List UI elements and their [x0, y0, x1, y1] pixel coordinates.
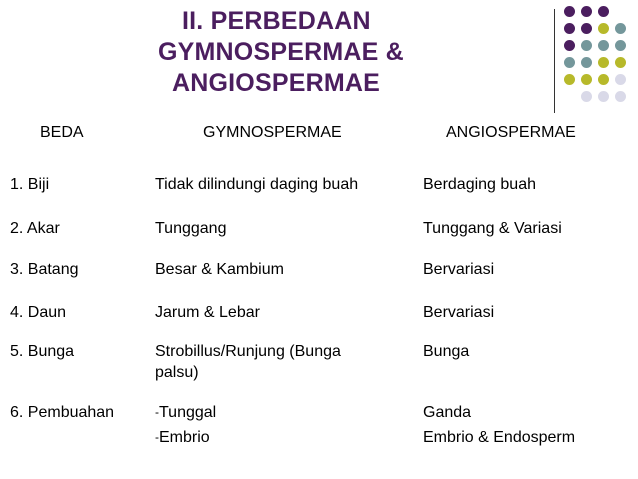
title-line-3: ANGIOSPERMAE — [172, 69, 380, 97]
row-6-angio-line-2: Embrio & Endosperm — [423, 429, 576, 446]
decorative-dot — [564, 74, 575, 85]
decorative-dot — [581, 23, 592, 34]
header-angiospermae: ANGIOSPERMAE — [446, 124, 576, 141]
row-6-gymno-line-2-text: Embrio — [159, 429, 210, 446]
decorative-dot — [615, 74, 626, 85]
row-4-angio: Bervariasi — [423, 304, 495, 321]
bullet-dash: - — [155, 430, 159, 444]
row-2-beda: 2. Akar — [10, 220, 60, 237]
slide-title — [158, 6, 488, 99]
decorative-dot — [564, 57, 575, 68]
decorative-dot — [598, 6, 609, 17]
header-beda: BEDA — [40, 124, 84, 141]
decorative-dot — [581, 74, 592, 85]
row-6-gymno-line-2 — [155, 427, 210, 449]
title-line-1: II. PERBEDAAN — [182, 7, 371, 35]
header-gymnospermae: GYMNOSPERMAE — [203, 124, 342, 141]
decorative-dot — [598, 23, 609, 34]
row-2-gymno: Tunggang — [155, 220, 227, 237]
decorative-dot-grid — [564, 6, 638, 106]
decorative-dot — [598, 91, 609, 102]
row-1-angio: Berdaging buah — [423, 176, 536, 193]
row-3-beda: 3. Batang — [10, 261, 79, 278]
row-6-beda: 6. Pembuahan — [10, 404, 115, 421]
row-6-gymno-line-1 — [155, 402, 216, 424]
row-5-angio: Bunga — [423, 343, 470, 360]
decorative-dot — [581, 6, 592, 17]
row-4-gymno: Jarum & Lebar — [155, 304, 260, 321]
row-2-angio: Tunggang & Variasi — [423, 220, 562, 237]
decorative-dot — [564, 23, 575, 34]
decorative-dot — [598, 40, 609, 51]
decorative-dot — [615, 91, 626, 102]
row-3-angio: Bervariasi — [423, 261, 495, 278]
row-6-angio-line-1: Ganda — [423, 404, 472, 421]
bullet-dash: - — [155, 405, 159, 419]
decorative-dot — [564, 6, 575, 17]
row-6-gymno-line-1-text: Tunggal — [159, 404, 217, 421]
row-4-beda: 4. Daun — [10, 304, 67, 321]
row-1-beda: 1. Biji — [10, 176, 50, 193]
row-5-beda: 5. Bunga — [10, 343, 75, 360]
divider-line — [554, 9, 555, 113]
row-5-gymno-line-1: Strobillus/Runjung (Bunga — [155, 343, 341, 360]
decorative-dot — [615, 40, 626, 51]
decorative-dot — [598, 74, 609, 85]
row-5-gymno-line-2: palsu) — [155, 364, 199, 381]
decorative-dot — [581, 40, 592, 51]
row-1-gymno: Tidak dilindungi daging buah — [155, 176, 359, 193]
decorative-dot — [581, 57, 592, 68]
row-3-gymno: Besar & Kambium — [155, 261, 284, 278]
decorative-dot — [598, 57, 609, 68]
decorative-dot — [581, 91, 592, 102]
decorative-dot — [615, 57, 626, 68]
decorative-dot — [615, 23, 626, 34]
decorative-dot — [564, 40, 575, 51]
title-line-2: GYMNOSPERMAE & — [158, 38, 404, 66]
